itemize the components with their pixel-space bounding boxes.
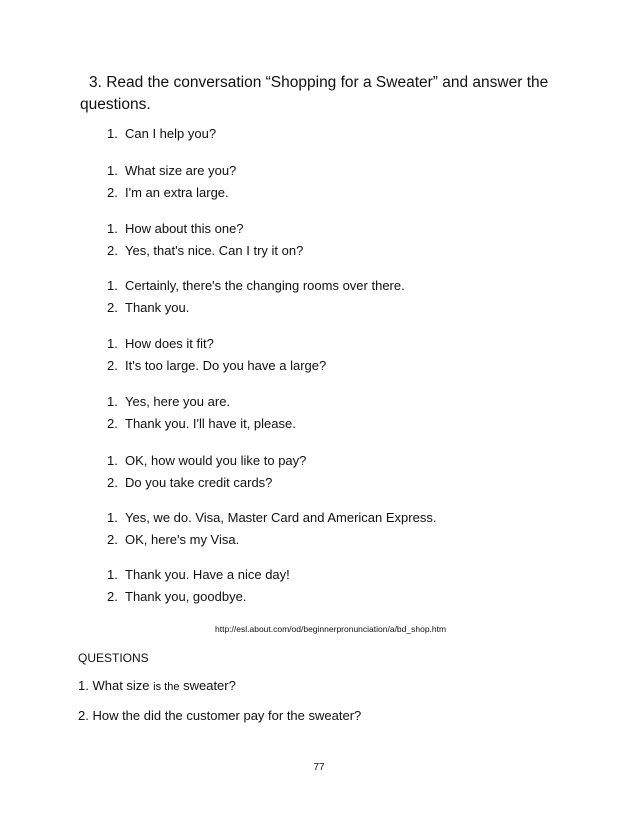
dialogue-group-7 [107,450,306,493]
line-number: 1. [107,278,118,293]
dialogue-group-4 [107,275,405,318]
line-number: 1. [107,567,118,582]
dialogue-group-5 [107,333,326,376]
question-1 [78,678,236,693]
line-text: Can I help you? [125,126,217,141]
line-number: 2. [107,588,118,604]
question-1-part-2: is the [153,681,180,693]
line-text: I'm an extra large. [125,184,229,200]
dialogue-line [107,413,296,435]
dialogue-line [107,391,296,413]
line-number: 1. [107,453,118,468]
dialogue-line [107,472,306,494]
dialogue-line [107,586,290,608]
line-text: What size are you? [125,163,237,178]
line-number: 1. [107,394,118,409]
question-1-number: 1. [78,678,89,693]
line-number: 2. [107,299,118,315]
dialogue-line [107,182,236,204]
line-text: Yes, here you are. [125,394,231,409]
line-text: Yes, that's nice. Can I try it on? [125,242,304,258]
question-1-part-3: sweater? [183,678,236,693]
dialogue-line [107,240,303,262]
page-number: 77 [313,762,325,773]
heading-line-2: questions. [80,96,151,113]
dialogue-line [107,275,405,297]
line-text: Thank you. I'll have it, please. [125,415,296,431]
line-number: 1. [107,336,118,351]
line-text: Thank you. Have a nice day! [125,567,290,582]
dialogue-line [107,160,236,182]
questions-header: QUESTIONS [78,651,149,665]
line-text: Certainly, there's the changing rooms over there. [125,278,405,293]
line-text: OK, how would you like to pay? [125,453,307,468]
line-number: 1. [107,163,118,178]
line-number: 2. [107,357,118,373]
line-number: 2. [107,474,118,490]
dialogue-group-9 [107,564,290,607]
dialogue-group-1 [107,123,216,145]
line-number: 1. [107,221,118,236]
heading-line-1: 3. Read the conversation “Shopping for a Sweater” and answer the [89,74,549,91]
dialogue-line [107,297,405,319]
line-text: Do you take credit cards? [125,474,273,490]
dialogue-line [107,450,306,472]
line-text: OK, here's my Visa. [125,531,240,547]
line-text: It's too large. Do you have a large? [125,357,327,373]
line-text: Thank you, goodbye. [125,588,247,604]
line-text: Thank you. [125,299,190,315]
line-number: 2. [107,184,118,200]
dialogue-line [107,529,436,551]
line-text: Yes, we do. Visa, Master Card and American Express. [125,510,437,525]
question-2: 2. How the did the customer pay for the sweater? [78,708,362,723]
line-number: 2. [107,531,118,547]
dialogue-line [107,564,290,586]
line-number: 2. [107,242,118,258]
dialogue-line [107,123,216,145]
question-1-part-1: What size [92,678,150,693]
dialogue-line [107,507,436,529]
dialogue-group-8 [107,507,436,550]
line-text: How does it fit? [125,336,214,351]
line-text: How about this one? [125,221,244,236]
exercise-heading [80,72,550,116]
dialogue-group-3 [107,218,303,261]
dialogue-line [107,218,303,240]
line-number: 1. [107,510,118,525]
dialogue-group-6 [107,391,296,434]
dialogue-group-2 [107,160,236,203]
dialogue-line [107,333,326,355]
line-number: 1. [107,126,118,141]
source-url[interactable]: http://esl.about.com/od/beginnerpronunciation/a/bd_shop.htm [215,624,447,634]
line-number: 2. [107,415,118,431]
dialogue-line [107,355,326,377]
